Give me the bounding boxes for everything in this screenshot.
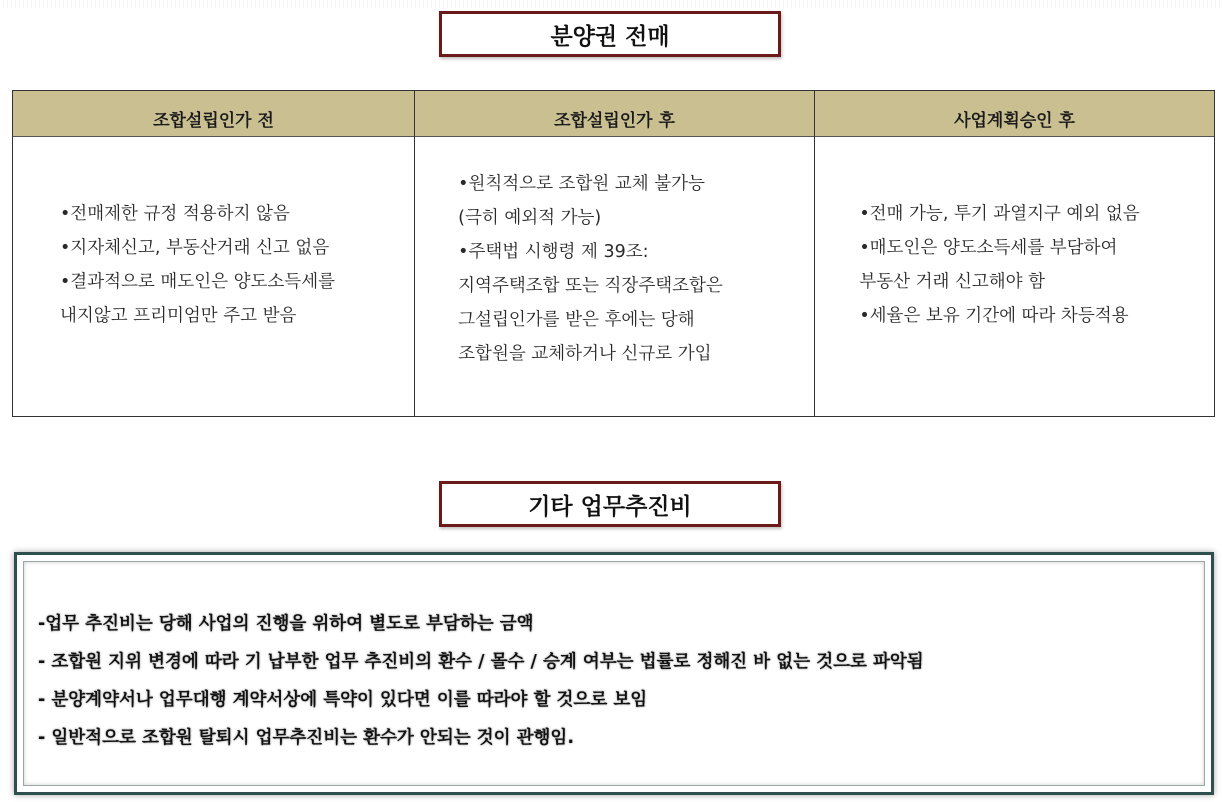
table-cell-after-approval: [414, 137, 815, 416]
cell-line: •원칙적으로 조합원 교체 불가능: [458, 173, 705, 194]
section-title-resale-text: 분양권 전매: [550, 23, 670, 50]
column-header-before-approval: [13, 91, 414, 137]
info-line: -업무 추진비는 당해 사업의 진행을 위하여 별도로 부담하는 금액: [38, 614, 534, 634]
column-header-after-business-plan: [815, 91, 1214, 137]
cell-line: •결과적으로 매도인은 양도소득세를: [59, 271, 336, 292]
cell-line: (극히 예외적 가능): [458, 207, 602, 228]
cell-line: •매도인은 양도소득세를 부담하여: [859, 237, 1118, 258]
cell-line: •주택법 시행령 제 39조:: [458, 241, 649, 262]
info-line: - 조합원 지위 변경에 따라 기 납부한 업무 추진비의 환수 / 몰수 / 승계 여부는 법률로 정해진 바 없는 것으로 파악됨: [38, 652, 924, 672]
cell-line: 그설립인가를 받은 후에는 당해: [458, 309, 695, 330]
cell-line: •전매 가능, 투기 과열지구 예외 없음: [859, 203, 1140, 224]
cell-line: 부동산 거래 신고해야 함: [859, 271, 1046, 292]
section-title-other-expenses-text: 기타 업무추진비: [528, 493, 692, 520]
expenses-info-box: [14, 552, 1214, 795]
column-header-text: 사업계획승인 후: [954, 111, 1075, 131]
expenses-info-inner: [23, 561, 1205, 786]
cell-line: 조합원을 교체하거나 신규로 가입: [458, 343, 712, 364]
table-cell-before-approval: [13, 137, 414, 416]
cell-text-block: [458, 167, 723, 371]
resale-table: [12, 90, 1215, 417]
info-line: - 일반적으로 조합원 탈퇴시 업무추진비는 환수가 안되는 것이 관행임.: [38, 728, 574, 748]
section-title-resale: [439, 11, 781, 57]
cell-line: 지역주택조합 또는 직장주택조합은: [458, 275, 723, 296]
info-line: - 분양계약서나 업무대행 계약서상에 특약이 있다면 이를 따라야 할 것으로 보임: [38, 690, 648, 710]
cell-line: 내지않고 프리미엄만 주고 받음: [59, 305, 297, 326]
cell-line: •지자체신고, 부동산거래 신고 없음: [59, 237, 330, 258]
section-title-other-expenses: [439, 481, 781, 527]
column-header-after-approval: [414, 91, 815, 137]
column-header-text: 조합설립인가 후: [554, 111, 675, 131]
table-cell-after-business-plan: [815, 137, 1214, 416]
cell-line: •전매제한 규정 적용하지 않음: [59, 203, 290, 224]
column-header-text: 조합설립인가 전: [153, 111, 274, 131]
top-decorative-strip: [0, 0, 1222, 8]
cell-line: •세율은 보유 기간에 따라 차등적용: [859, 305, 1129, 326]
cell-text-block: [859, 197, 1139, 333]
cell-text-block: [60, 197, 335, 333]
